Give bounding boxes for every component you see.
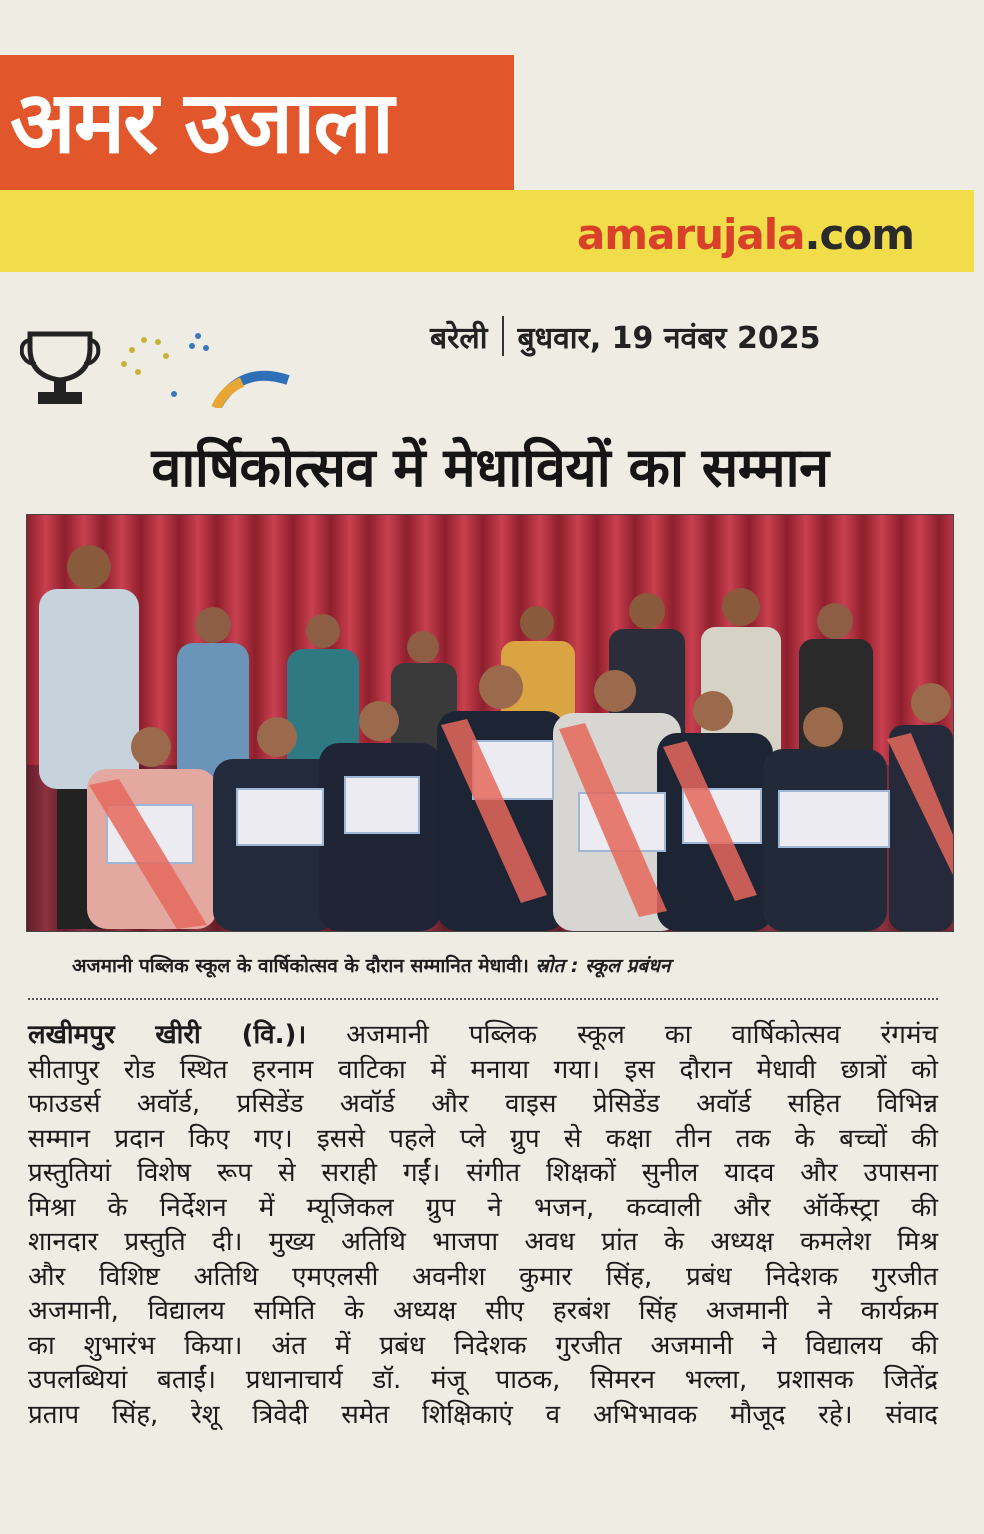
article-photo <box>26 514 954 932</box>
article-place: लखीमपुर खीरी (वि.)। <box>28 1020 307 1050</box>
photo-caption <box>72 952 932 978</box>
body-line: सीतापुर रोड स्थित हरनाम वाटिका में मनाया गया। इस दौरान मेधावी छात्रों को <box>28 1054 938 1085</box>
body-line: उपलब्धियां बताईं। प्रधानाचार्य डॉ. मंजू पाठक, सिमरन भल्ला, प्रशासक जितेंद्र <box>28 1365 938 1395</box>
masthead-banner <box>0 55 514 190</box>
dateline-city: बरेली <box>430 320 488 356</box>
body-line: शानदार प्रस्तुति दी। मुख्य अतिथि भाजपा अवध प्रांत के अध्यक्ष कमलेश मिश्र <box>28 1227 938 1257</box>
body-line: सम्मान प्रदान किए गए। इससे पहले प्ले ग्रुप से कक्षा तीन तक के बच्चों की <box>28 1123 938 1154</box>
body-line: लखीमपुर खीरी (वि.)। अजमानी पब्लिक स्कूल का वार्षिकोत्सव रंगमंच <box>28 1020 938 1050</box>
website-name: amarujala <box>576 210 805 259</box>
body-line: अजमानी, विद्यालय समिति के अध्यक्ष सीए हरबंश सिंह अजमानी ने कार्यक्रम <box>28 1296 938 1326</box>
trophy-icon <box>20 328 300 408</box>
section-divider <box>28 998 938 1000</box>
article-headline: वार्षिकोत्सव में मेधावियों का सम्मान <box>151 436 829 499</box>
body-line: और विशिष्ट अतिथि एमएलसी अवनीश कुमार सिंह, प्रबंध निदेशक गुरजीत <box>28 1261 938 1292</box>
sparkle-icon <box>121 337 169 375</box>
body-line: मिश्रा के निर्देशन में म्यूजिकल ग्रुप ने भजन, कव्वाली और ऑर्केस्ट्रा की <box>28 1192 938 1223</box>
body-line: प्रस्तुतियां विशेष रूप से सराही गईं। संगीत शिक्षकों सुनील यादव और उपासना <box>28 1158 938 1188</box>
dateline <box>430 312 821 360</box>
caption-text: अजमानी पब्लिक स्कूल के वार्षिकोत्सव के दौरान सम्मानित मेधावी। <box>72 955 529 977</box>
body-line: फाउडर्स अवॉर्ड, प्रसिडेंड अवॉर्ड और वाइस प्रेसिडेंड अवॉर्ड सहित विभिन्न <box>28 1089 938 1119</box>
newspaper-title: अमर उजाला <box>10 72 393 173</box>
website-label[interactable] <box>577 210 914 259</box>
dateline-date: बुधवार, 19 नवंबर 2025 <box>517 320 821 356</box>
dateline-divider <box>502 316 504 356</box>
article-body <box>28 1018 938 1432</box>
caption-credit: स्रोत : स्कूल प्रबंधन <box>535 955 671 977</box>
body-line: का शुभारंभ किया। अंत में प्रबंध निदेशक गुरजीत अजमानी ने विद्यालय की <box>28 1330 938 1361</box>
website-tld: .com <box>804 210 914 259</box>
body-line: प्रताप सिंह, रेशू त्रिवेदी समेत शिक्षिकाएं व अभिभावक मौजूद रहे। संवाद <box>28 1399 938 1430</box>
